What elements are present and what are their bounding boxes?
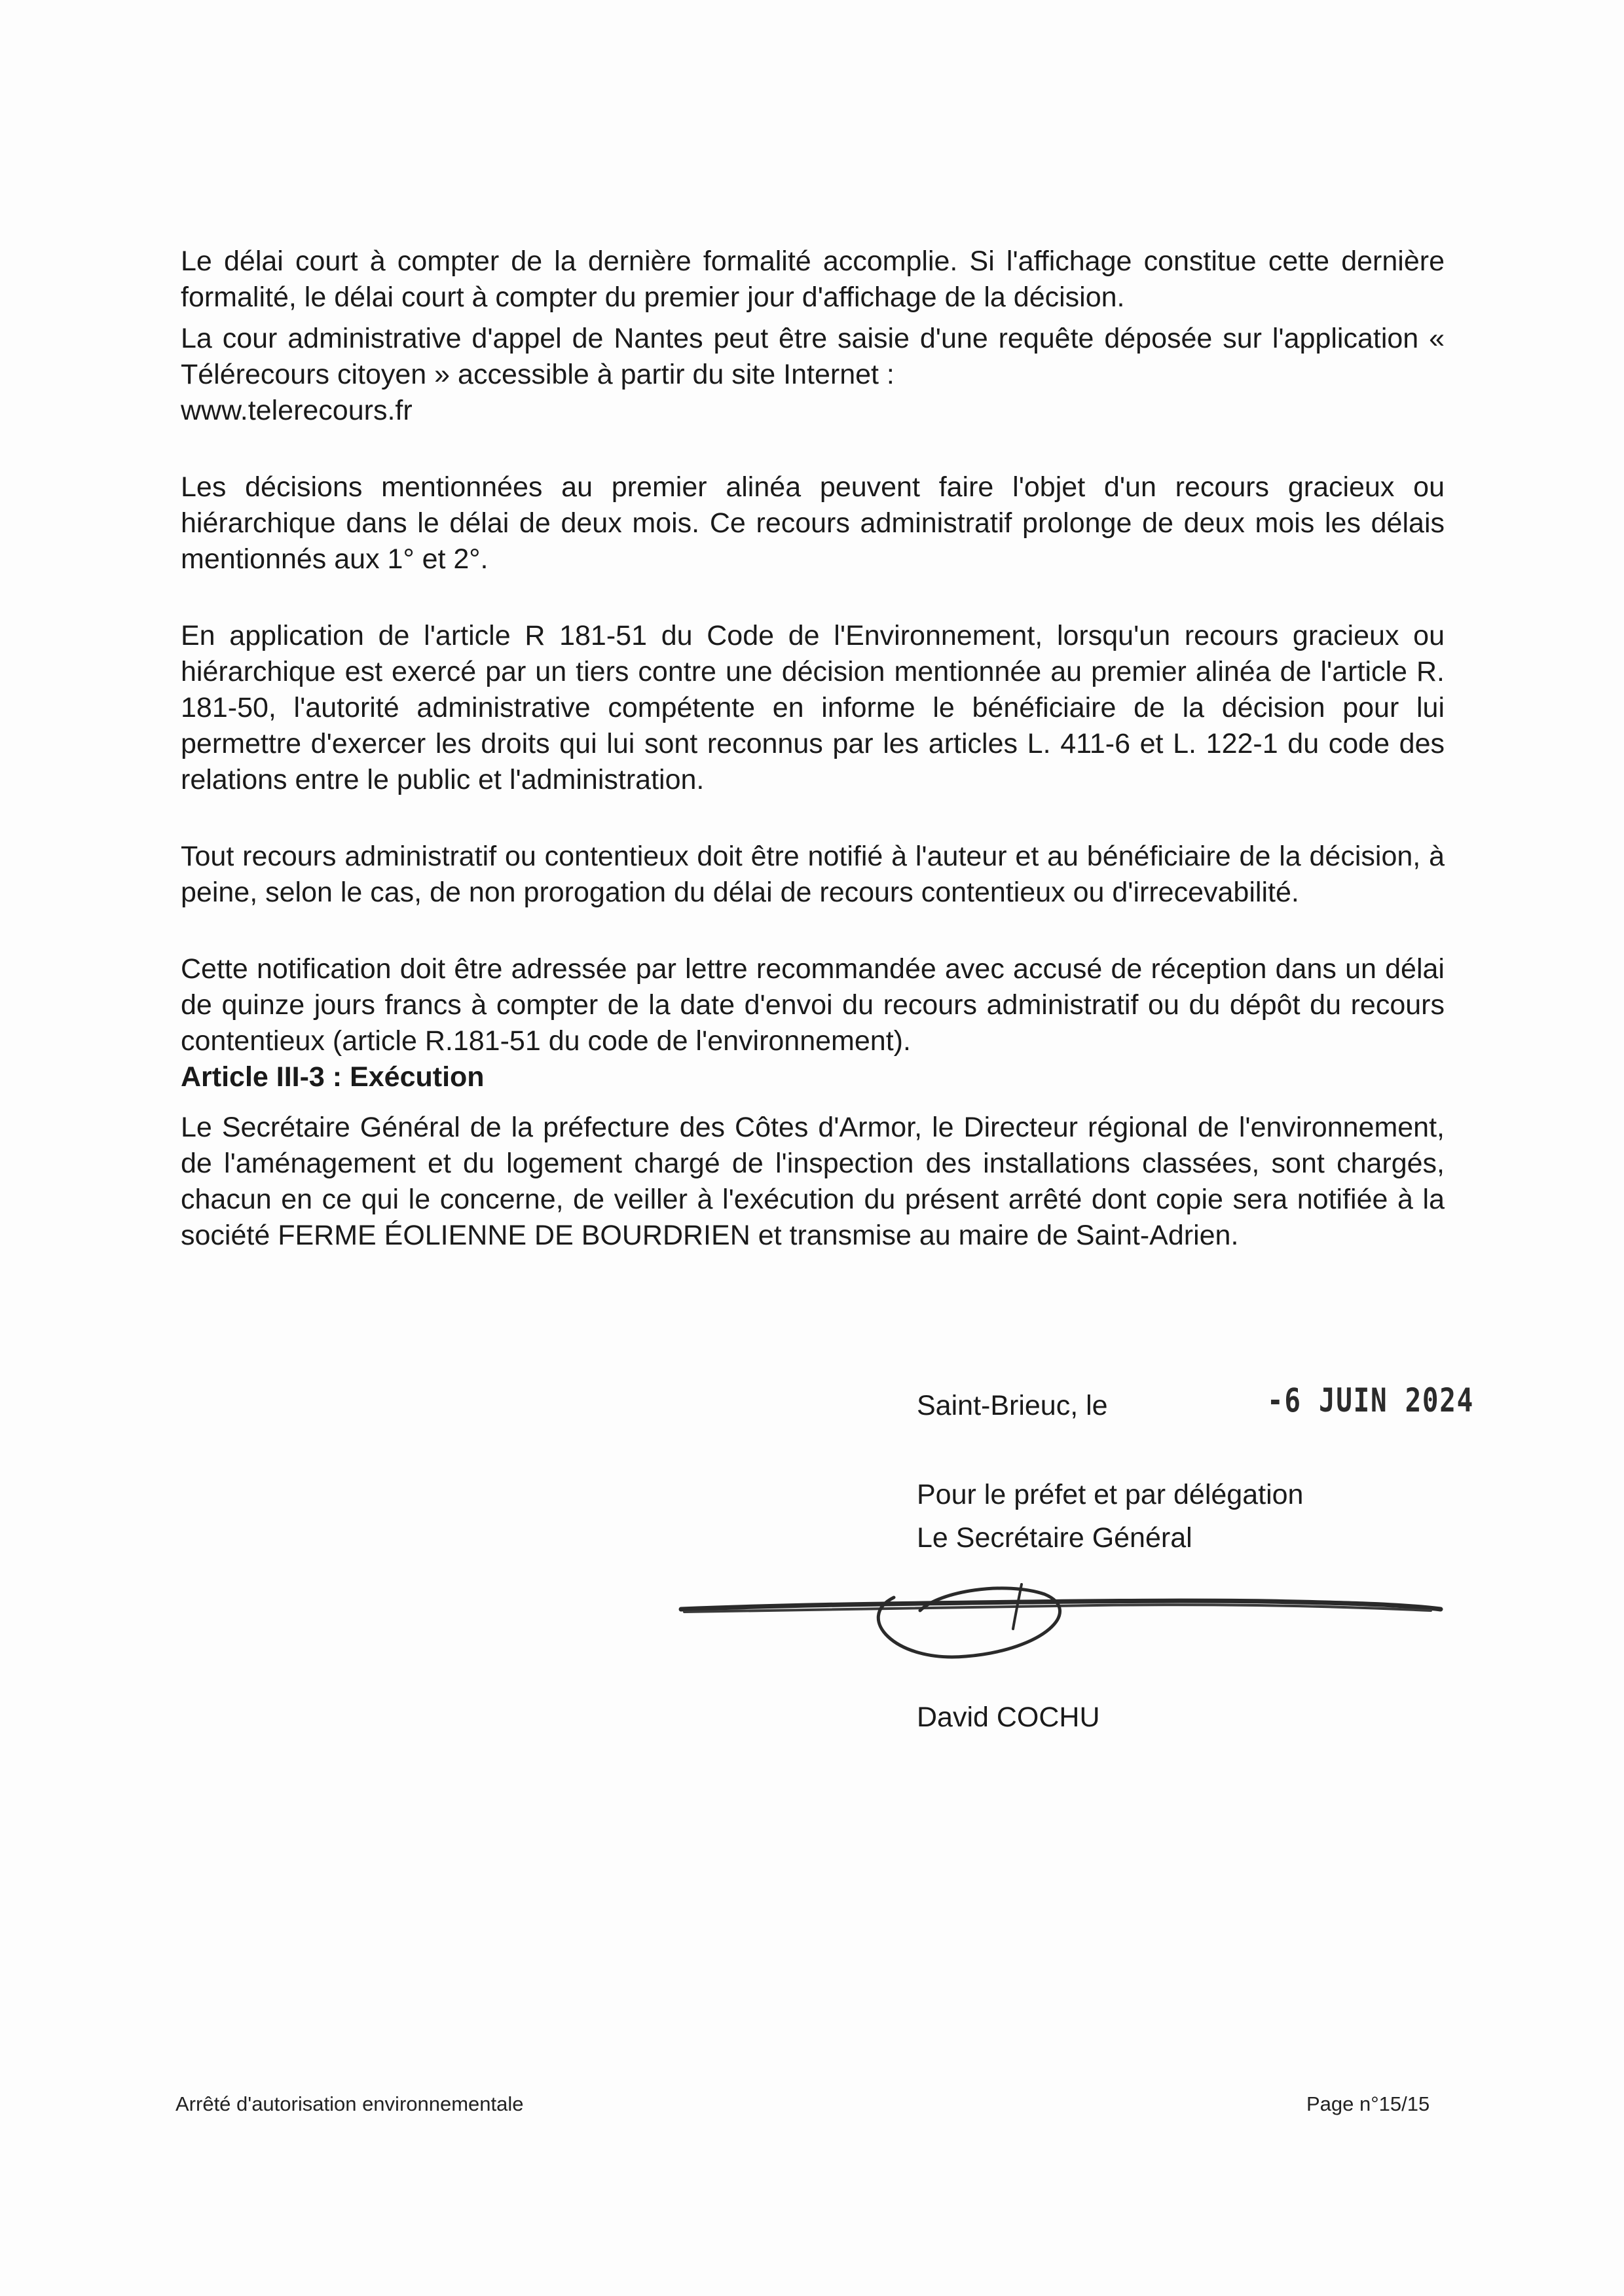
signature-date-row (917, 1381, 1506, 1426)
paragraph-cour-text: La cour administrative d'appel de Nantes peut être saisie d'une requête déposée sur l'application « Télérecours citoyen » accessible à partir du site Internet : (181, 323, 1445, 390)
paragraph-lettre-recommandee: Cette notification doit être adressée par lettre recommandée avec accusé de réception dans un délai de quinze jours francs à compter de la date d'envoi du recours administratif ou du dépôt du recours contentieux (article R.181-51 du code de l'environnement). (181, 953, 1445, 1057)
document-body (181, 244, 1445, 1254)
paragraph-application-article: En application de l'article R 181-51 du Code de l'Environnement, lorsqu'un recours gracieux ou hiérarchique est exercé par un tiers contre une décision mentionnée au premier alinéa de l'article R. 181-50, l'autorité administrative compétente en informe le bénéficiaire de la décision pour lui permettre d'exercer les droits qui lui sont reconnus par les articles L. 411-6 et L. 122-1 du code des relations entre le public et l'administration. (181, 620, 1445, 795)
footer-document-title: Arrêté d'autorisation environnementale (175, 2092, 524, 2115)
telerecours-link[interactable]: www.telerecours.fr (181, 395, 413, 426)
paragraph-notification-recours: Tout recours administratif ou contentieux doit être notifié à l'auteur et au bénéficiaire de la décision, à peine, selon le cas, de non prorogation du délai de recours contentieux ou d'irrecevabilité. (181, 841, 1445, 908)
date-stamp: -6 JUIN 2024 (1267, 1381, 1474, 1419)
handwritten-signature (678, 1571, 1444, 1696)
signature-date-block (917, 1381, 1506, 1426)
signature-place: Saint-Brieuc, le (917, 1390, 1108, 1421)
delegation-line-2: Le Secrétaire Général (917, 1522, 1192, 1554)
signer-name: David COCHU (917, 1702, 1100, 1733)
delegation-block (917, 1473, 1303, 1559)
paragraph-execution: Le Secrétaire Général de la préfecture des Côtes d'Armor, le Directeur régional de l'environnement, de l'aménagement et du logement chargé de l'inspection des installations classées, sont chargés, chacun en ce qui le concerne, de veiller à l'exécution du présent arrêté dont copie sera notifiée à la société FERME ÉOLIENNE DE BOURDRIEN et transmise au maire de Saint-Adrien. (181, 1112, 1445, 1251)
footer-page-number: Page n°15/15 (1306, 2092, 1430, 2115)
paragraph-delai: Le délai court à compter de la dernière formalité accomplie. Si l'affichage constitue cette dernière formalité, le délai court à compter du premier jour d'affichage de la décision. (181, 246, 1445, 313)
paragraph-cour-administrative (181, 321, 1445, 429)
paragraph-decisions: Les décisions mentionnées au premier alinéa peuvent faire l'objet d'un recours gracieux ou hiérarchique dans le délai de deux mois. Ce recours administratif prolonge de deux mois les délais mentionnés aux 1° et 2°. (181, 471, 1445, 575)
delegation-line-1: Pour le préfet et par délégation (917, 1479, 1304, 1510)
article-heading: Article III-3 : Exécution (181, 1061, 485, 1093)
